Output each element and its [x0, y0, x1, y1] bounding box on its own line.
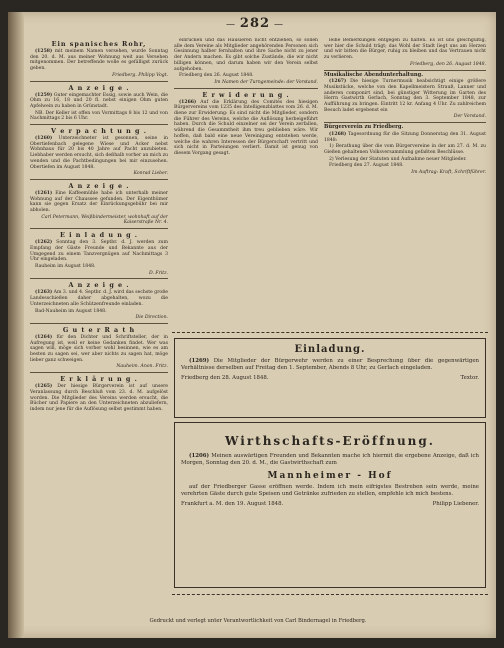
page-number: 282: [239, 16, 271, 31]
continuation-sign: Im Namen der Turngemeinde: der Vorstand.: [214, 79, 318, 85]
heading-anzeige-1: A n z e i g e .: [68, 83, 130, 92]
notice-1266: (1266) Auf die Erklärung des Comités des hiesigen Bürgervereins vom 1235 des Intelligenzblattes vom 26. d. M. diene zur Erwiderung: Es sind nicht die Mitglieder, sondern die Führer des Vereins, welche die Auflösung herbeigeführt haben. Durch die Schuld einzelner sei der Verein zerfallen, während die Gesammtheit ihm treu geblieben wäre. Wir hoffen, daß bald eine neue Vereinigung entstehen werde, welche die wahren Interessen der Bürgerschaft vertritt und sich nicht in Parteiungen verliert. Damit ist genug von diesem Vorgang gesagt.: [174, 99, 318, 156]
notice-1264-sign: Nauheim. Anon. Fritz.: [116, 364, 168, 370]
notice-1260-sign: Konrad Lieber.: [133, 171, 168, 177]
header-ornament-right: —: [273, 20, 284, 30]
heading-erklaerung: E r k l ä r u n g .: [60, 375, 138, 384]
divider: [30, 179, 168, 180]
agenda-point-1: 1) Berathung über die vom Bürgervereine in der am 27. d. M. zu Gießen gehaltenen Volksversammlung gefaßten Beschlüsse.: [324, 144, 486, 155]
einladung-box-title: Einladung.: [294, 344, 366, 355]
page-header: [30, 16, 480, 30]
heading-verpachtung: V e r p a c h t u n g .: [51, 127, 147, 136]
newspaper-page: [8, 12, 496, 638]
agenda-point-2: 2) Verlesung der Statuten und Aufnahme neuer Mitglieder.: [329, 156, 467, 162]
notice-1263-sign: Die Direction.: [135, 315, 168, 321]
wirthschaft-box-sign: Philipp Liebener.: [432, 500, 479, 507]
continuation-right-sign: Friedberg, den 26. August 1848.: [409, 61, 486, 67]
notice-1262: (1262) Sonntag den 3. Septbr. d. J. werden zum Empfang der Gäste Freunde und Bekannte aus der Umgegend zu einem Tanzvergnügen auf Nachmittags 3 Uhr eingeladen.: [30, 240, 168, 263]
column-left: [30, 38, 168, 612]
einladung-box-signature: [181, 375, 479, 382]
einladung-box-sign: Textor.: [460, 374, 479, 381]
notice-1259: (1259) Guter eingemachter Essig, sowie auch Wein, die Ohm zu 16, 18 und 20 fl. nebst einigen Ohm guten Apfelwein zu haben in Grünstadt.: [30, 92, 168, 109]
imprint-footer: Gedruckt und verlegt unter Verantwortlichkeit von Carl Bindernagel in Friedberg.: [149, 618, 367, 624]
notice-1268-sign: Im Auftrag: Kraft, Schriftführer.: [411, 170, 486, 176]
column-right: [324, 38, 486, 334]
wirthschaft-box: [174, 422, 486, 588]
notice-1268: (1268) Tagesordnung für die Sitzung Donnerstag den 31. August 1848:: [324, 131, 486, 143]
notice-1260: (1260) Unterzeichneter ist gesonnen, seine in Obertiefenbach gelegene Wiese und Acker nebst Wohnhaus für 20 bis 40 Jahre auf Pacht anzubieten. Liebhaber werden ersucht, sich deßhalb vorher an mich zu wenden und die Pachtbedingungen bei mir einzusehen. Obertiefen im August 1848.: [30, 136, 168, 170]
notice-1258: (1258) mit meinem Namen versehen, wurde Sonntag den 20. d. M. aus meiner Wohnung weit aus Versehen mitgenommen. Der betreffende wolle es gefälligst zurück geben.: [30, 49, 168, 72]
continuation-date: Friedberg den 26. August 1848.: [179, 73, 254, 79]
notice-1263-place: Bad-Nauheim im August 1848.: [35, 308, 107, 314]
notice-1258-sign: Friedberg. Philipp Vogt.: [112, 72, 168, 78]
einladung-box-body: (1269) Die Mitglieder der Bürgerwehr werden zu einer Besprechung über die gegenwärtigen Verhältnisse derselben auf Freitag den 1. September, Abends 8 Uhr, zu Gerlach eingeladen.: [181, 358, 479, 372]
einladung-box-date: Friedberg den 28. August 1848.: [181, 374, 269, 381]
divider: [30, 372, 168, 373]
divider: [30, 278, 168, 279]
notice-1264: (1264) für den Dichter und Schriftsteller, der in Aufregung ist, weil er keine Gedanken findet. Wer was sagen will, möge sich vorher wohl besinnen, wie es am besten zu sagen sei, wer aber nichts zu sagen hat, möge lieber ganz schweigen.: [30, 334, 168, 363]
heading-einladung: E i n l a d u n g .: [60, 231, 138, 240]
continuation-text: einrücken und das Hausieren nicht entziehen, so sollen alle dem Vereine als Mitglieder angehörenden Personen sich Gesinnung halber fernhalten und ihre Sache nicht zu jener der Andern machen. Es gibt solche Zustände, die wir nicht billigen können, und darum haben wir den Verein selbst aufgehoben.: [174, 38, 318, 72]
notice-1262-place: Rauheim im August 1848.: [35, 263, 96, 269]
notice-1268-date: Friedberg den 27. August 1848.: [329, 163, 404, 169]
heading-rohr: Ein spanisches Rohr,: [51, 40, 147, 48]
header-ornament-left: —: [226, 20, 237, 30]
notice-1267: (1267) Die hiesige Turnermusik beabsichtigt einige größere Musikstücke, welche von den Kapellmeistern Strauß, Lanner und anderen componirt sind, bei günstiger Witterung im Garten des Herrn Gastwirth Gerlach, Sonntag den 3. September 1848, zur Aufführung zu bringen. Eintritt 12 kr. Anfang 4 Uhr. Zu zahlreichem Besuch ladet ergebenst ein: [324, 79, 486, 113]
wirthschaft-box-place: Frankfurt a. M. den 19. August 1848.: [181, 500, 284, 507]
heading-buergerverein: Bürgerverein zu Friedberg.: [324, 124, 404, 131]
heading-guter-rath: G u t e r R a t h: [62, 325, 136, 334]
notice-1261: (1261) Eine Kaffeemühle habe ich unterhalb meiner Wohnung auf der Chaussee gefunden. Der Eigenthümer kann sie gegen Ersatz der Einrückungsgebühr bei mir abholen.: [30, 190, 168, 214]
notice-1267-sign: Der Vorstand.: [453, 114, 486, 120]
einladung-box: [174, 338, 486, 418]
continuation-text-right: leihe Bemerkungen entgegen zu halten. Es ist uns gleichgültig, wer hier die Schuld trägt; das Wohl der Stadt liegt uns am Herzen und wir bitten die Bürger, ruhig zu bleiben und das Vertrauen nicht zu verlieren.: [324, 38, 486, 61]
wirthschaft-box-title: Wirthschafts-Eröffnung.: [225, 434, 435, 448]
wirthschaft-box-body-2: auf der Friedberger Gasse eröffnen werde. Indem ich mein eifrigstes Bestreben sein werde, meine verehrten Gäste durch gute Speisen und Getränke zufrieden zu stellen, empfehle ich mich bestens.: [181, 483, 479, 498]
divider: [30, 228, 168, 229]
ornament-border-bottom: [172, 594, 488, 599]
notice-1265: (1265) Der hiesige Bürgerverein ist auf unsere Veranlassung durch Beschluß vom 23. d. M. aufgelöst worden. Die Mitglieder des Vereins werden ersucht, die Bücher und Papiere an den Unterzeichneten abzuliefern, indem nur jene für die Auflösung selbst gestimmt haben.: [30, 384, 168, 412]
heading-musik: Musikalische Abendunterhaltung.: [324, 71, 424, 78]
divider: [30, 81, 168, 82]
ornament-border-top: [172, 332, 488, 337]
divider: [30, 124, 168, 125]
inn-name: Mannheimer - Hof: [267, 470, 393, 481]
divider: [174, 88, 318, 89]
divider: [324, 70, 486, 71]
wirthschaft-box-signature: [181, 501, 479, 508]
heading-erwiderung: E r w i d e r u n g .: [202, 90, 290, 99]
column-middle: [174, 38, 318, 334]
notice-1261-sign: Carl Petermann, Weißbindermeister, wohnhaft auf der Kaiserstraße Nr. 4.: [41, 214, 168, 226]
divider: [30, 323, 168, 324]
divider: [324, 122, 486, 123]
heading-anzeige-2: A n z e i g e .: [68, 181, 130, 190]
notice-1263: (1263) Am 3. und 4. Septbr. d. J. wird das sechste große Landesschießen daher abgehalten, wozu die Unterzeichneten alle Schützenfreunde einladen.: [30, 290, 168, 307]
heading-anzeige-3: A n z e i g e .: [68, 281, 130, 290]
notice-1259-nb: NB. Der Keller ist offen von Vormittags 8 bis 12 und von Nachmittags 2 bis 6 Uhr.: [30, 110, 168, 122]
binding-gutter: [8, 12, 24, 638]
notice-1262-sign: D. Fritz.: [148, 270, 168, 276]
wirthschaft-box-body: (1206) Meinen auswärtigen Freunden und Bekannten mache ich hiermit die ergebene Anzeige, daß ich Morgen, Sonntag den 20. d. M., die Gastwirthschaft zum: [181, 453, 479, 467]
